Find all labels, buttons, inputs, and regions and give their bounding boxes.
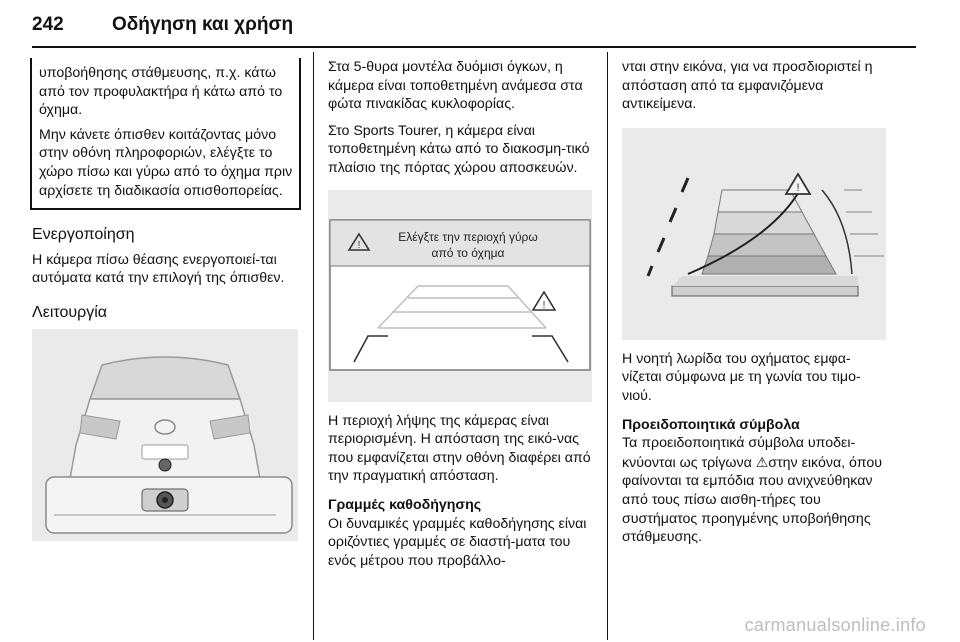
paragraph: Οι δυναμικές γραμμές καθοδήγησης είναι οριζόντιες γραμμές σε διαστή-ματα του ενός μέτρου που προβάλλο- [328, 515, 587, 569]
screen-message-line1: Ελέγξτε την περιοχή γύρω [398, 229, 538, 244]
svg-text:!: ! [357, 239, 361, 251]
paragraph: Η περιοχή λήψης της κάμερας είναι περιορισμένη. Η απόσταση της εικό-νας που εμφανίζεται στην οθόνη διαφέρει από την πραγματική απόσταση. [328, 412, 591, 485]
paragraph: νται στην εικόνα, για να προσδιοριστεί η απόσταση από τα εμφανιζόμενα αντικείμενα. [622, 59, 873, 113]
warning-triangle-icon: ⚠ [755, 453, 769, 470]
subheading-warning-symbols: Προειδοποιητικά σύμβολα [622, 416, 800, 433]
column-1 [32, 58, 298, 541]
column-divider [313, 52, 314, 640]
rear-view-display-illustration [328, 190, 592, 402]
warning-text: Μην κάνετε όπισθεν κοιτάζοντας μόνο στην οθόνη πληροφοριών, ελέγξτε το χώρο πίσω και γύρω από το όχημα πριν αρχίσετε τη διαδικασία οπισθοπορείας. [39, 126, 293, 199]
text-run: Τα προειδοποιητικά σύμβολα υποδει-κνύονται ως τρίγωνα [622, 435, 856, 471]
guidelines-illustration [622, 128, 886, 340]
page-header [32, 4, 916, 44]
section-heading-activation: Ενεργοποίηση [32, 226, 135, 244]
paragraph [622, 434, 890, 547]
column-3 [622, 58, 890, 547]
header-rule [32, 46, 916, 48]
paragraph: Στο Sports Tourer, η κάμερα είναι τοποθετημένη κάτω από το διακοσμη-τικό πλαίσιο της πόρτας χώρου αποσκευών. [328, 122, 590, 176]
page-number: 242 [32, 14, 64, 35]
chapter-title: Οδήγηση και χρήση [112, 14, 294, 35]
svg-text:!: ! [796, 181, 800, 194]
car-rear-drawing [32, 329, 298, 541]
column-2 [328, 58, 596, 570]
rear-car-camera-illustration [32, 329, 298, 541]
paragraph: Στα 5-θυρα μοντέλα δυόμισι όγκων, η κάμερα είναι τοποθετημένη ανάμεσα στα φώτα πινακίδας κυκλοφορίας. [328, 59, 583, 113]
camera-view-guidelines [622, 128, 886, 340]
warning-text: υποβοήθησης στάθμευσης, π.χ. κάτω από τον προφυλακτήρα ή κάτω από το όχημα. [39, 65, 283, 119]
svg-text:!: ! [542, 299, 546, 311]
subheading-guidelines: Γραμμές καθοδήγησης [328, 496, 482, 513]
paragraph: Η κάμερα πίσω θέασης ενεργοποιεί-ται αυτόματα κατά την επιλογή της όπισθεν. [32, 251, 285, 287]
display-screen [328, 190, 592, 402]
warning-box [30, 58, 301, 210]
column-divider [607, 52, 608, 640]
screen-message-line2: από το όχημα [431, 245, 505, 260]
paragraph: Η νοητή λωρίδα του οχήματος εμφα-νίζεται σύμφωνα με τη γωνία του τιμο-νιού. [622, 350, 861, 404]
text-run: στην εικόνα, όπου φαίνονται τα εμπόδια που ανιχνεύθηκαν από τους πίσω αισθη-τήρες του συστήματος προηγμένης υποβοήθησης στάθμευσης. [622, 454, 882, 546]
watermark: carmanualsonline.info [744, 615, 926, 635]
section-heading-function: Λειτουργία [32, 303, 108, 321]
